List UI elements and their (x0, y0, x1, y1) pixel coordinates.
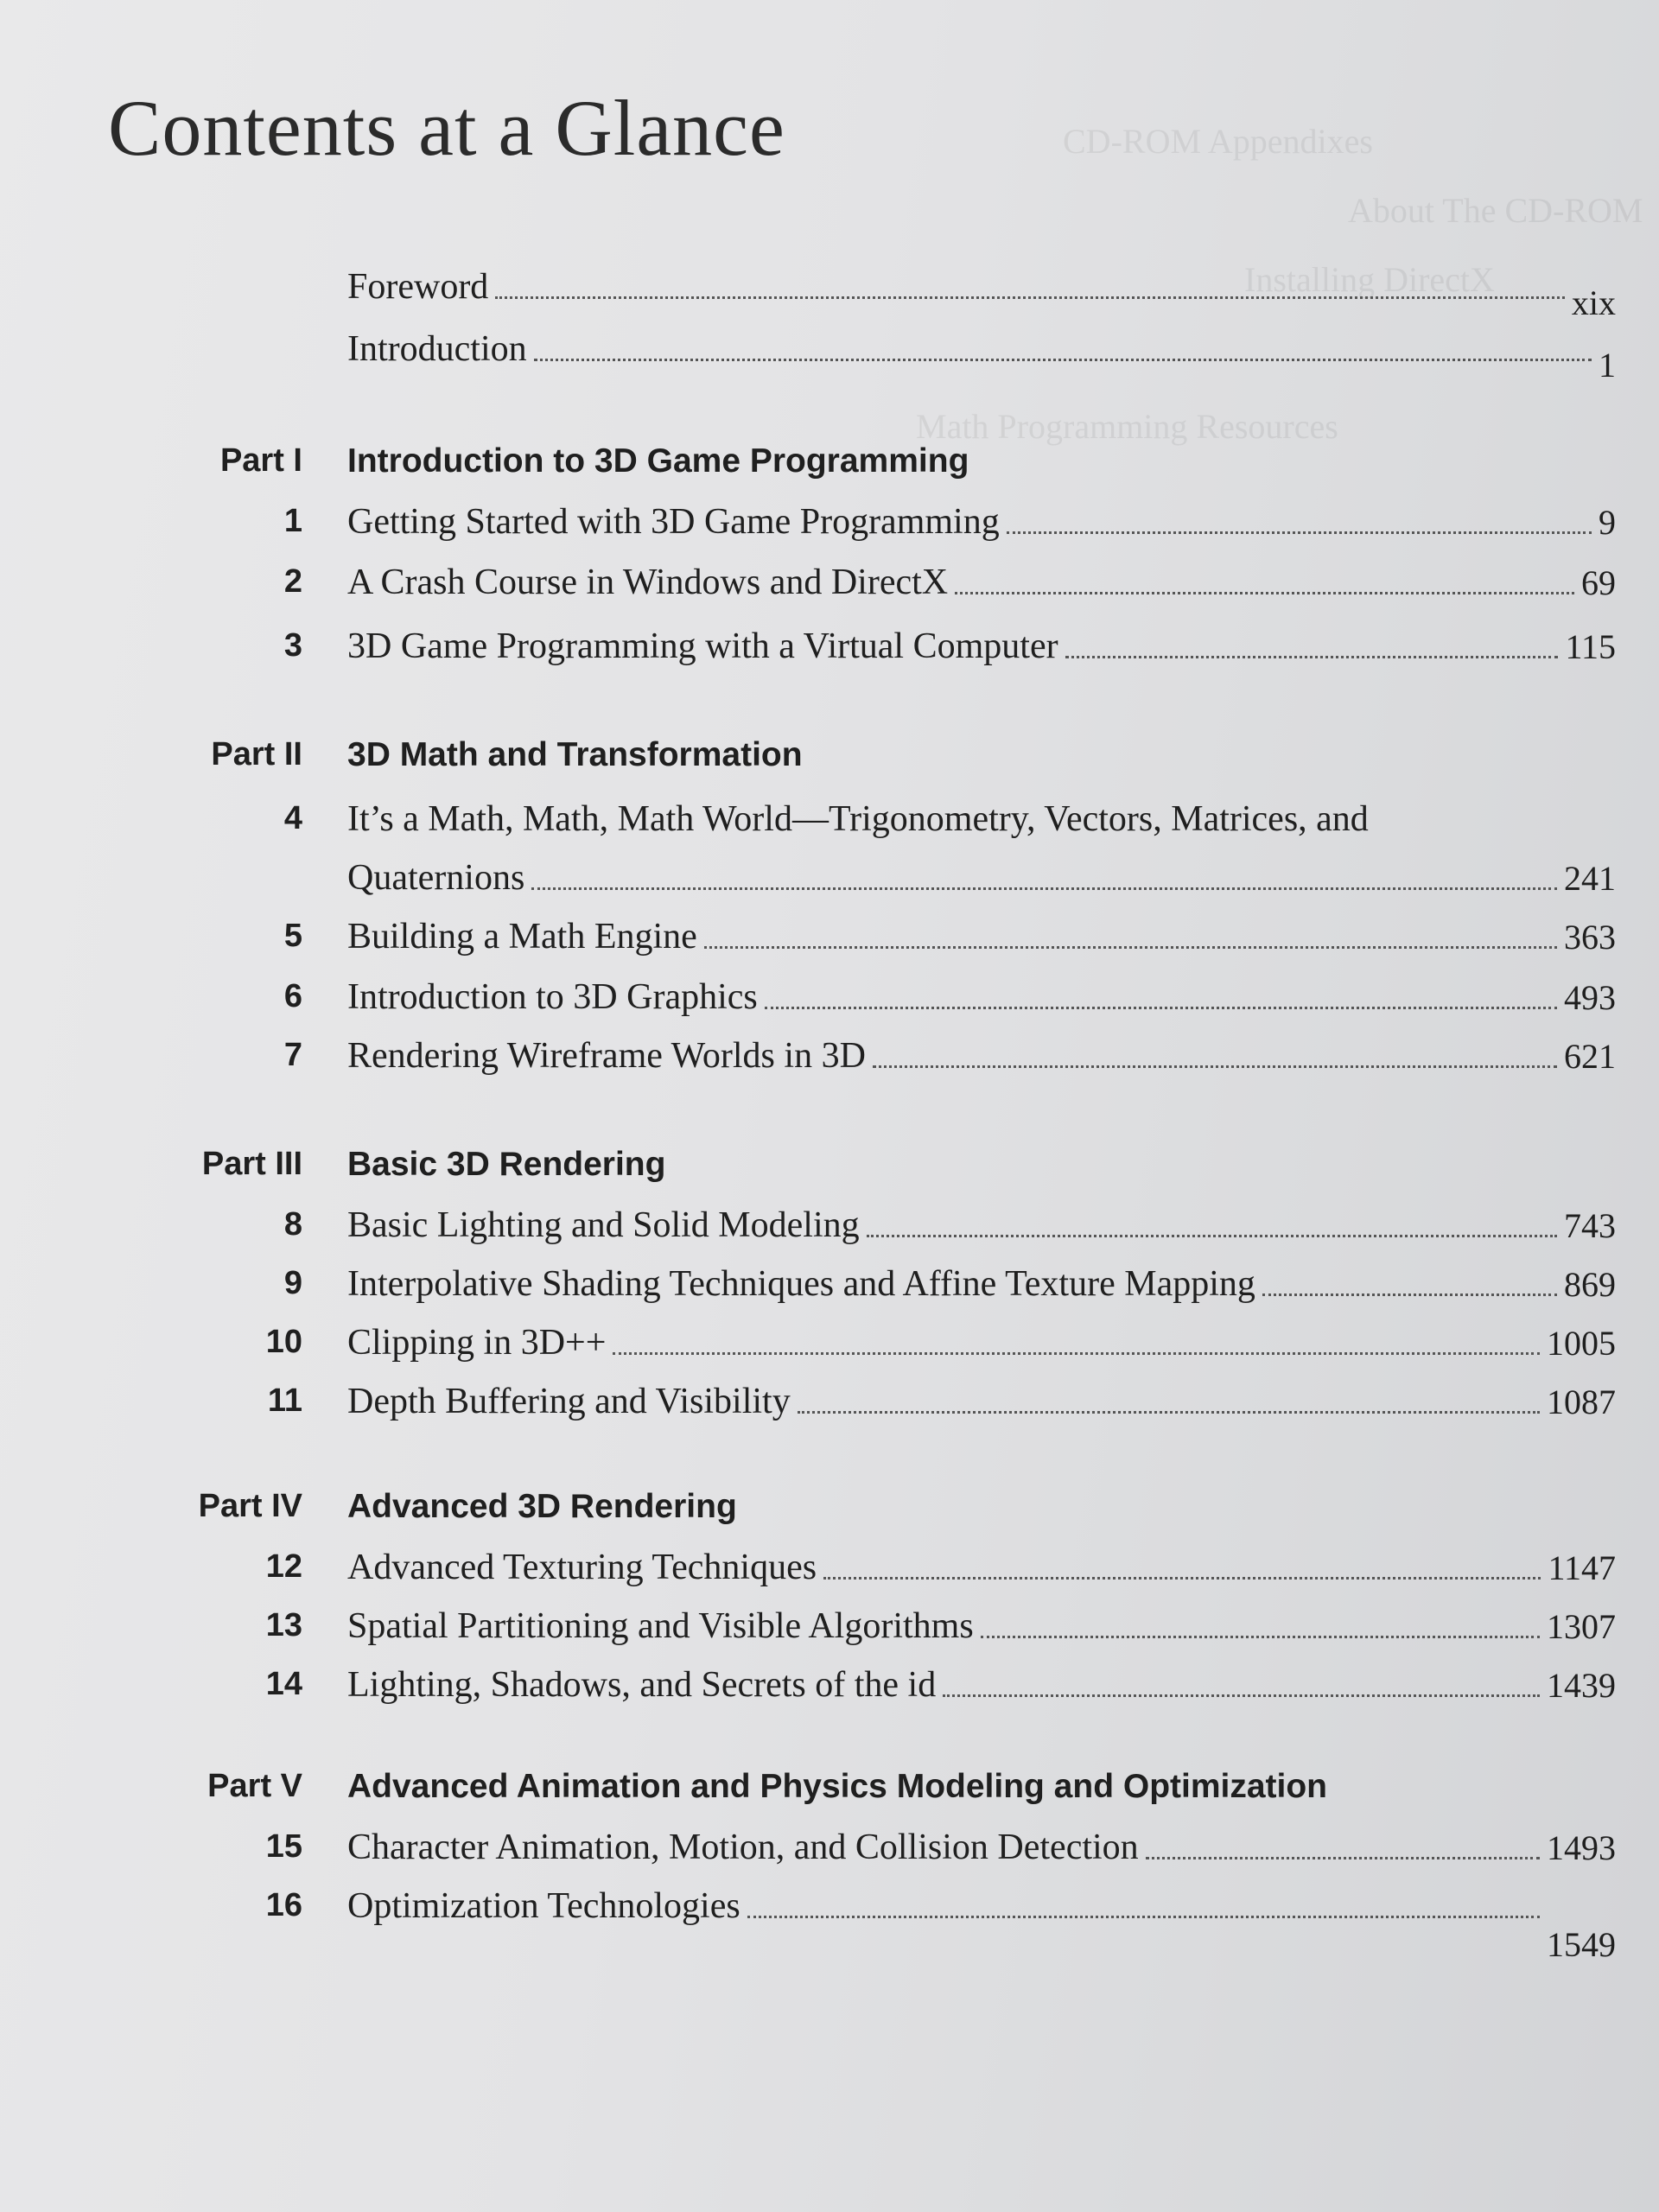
toc-entry-chapter (347, 626, 1616, 667)
toc-entry-chapter (347, 1205, 1616, 1246)
entry-title: Getting Started with 3D Game Programming (347, 502, 1000, 542)
dot-leader (823, 1577, 1541, 1580)
chapter-number: 13 (265, 1607, 302, 1643)
part-title: Introduction to 3D Game Programming (347, 442, 969, 480)
chapter-number: 11 (267, 1382, 302, 1419)
entry-title: Introduction (347, 329, 527, 369)
chapter-number: 14 (265, 1666, 302, 1702)
entry-title: Spatial Partitioning and Visible Algorithms (347, 1606, 974, 1646)
entry-title: It’s a Math, Math, Math World—Trigonometry, Vectors, Matrices, and (347, 799, 1369, 839)
entry-title: Interpolative Shading Techniques and Affine Texture Mapping (347, 1264, 1255, 1304)
page-number: 1005 (1547, 1324, 1616, 1363)
show-through-text: Math Programming Resources (916, 407, 1338, 446)
page-number: 1147 (1548, 1548, 1616, 1587)
toc-entry-chapter (347, 562, 1616, 603)
toc-entry-chapter (347, 916, 1616, 957)
page-number: 69 (1581, 563, 1616, 602)
part-title: Advanced Animation and Physics Modeling and Optimization (347, 1768, 1328, 1805)
page-number: 1307 (1547, 1607, 1616, 1646)
entry-title: Character Animation, Motion, and Collision Detection (347, 1827, 1139, 1867)
dot-leader (531, 887, 1557, 890)
part-title: Advanced 3D Rendering (347, 1488, 737, 1525)
part-label: Part IV (198, 1488, 302, 1524)
toc-entry-foreword (347, 266, 1616, 322)
toc-entry-chapter (347, 1885, 1616, 1964)
page-number: 1439 (1547, 1666, 1616, 1705)
chapter-number: 12 (265, 1548, 302, 1585)
chapter-number: 8 (283, 1206, 302, 1243)
entry-title: Rendering Wireframe Worlds in 3D (347, 1036, 866, 1076)
page-number: 743 (1564, 1206, 1616, 1245)
dot-leader (867, 1235, 1557, 1237)
chapter-number: 7 (283, 1037, 302, 1073)
chapter-number: 16 (265, 1887, 302, 1923)
chapter-number: 6 (283, 978, 302, 1014)
chapter-number: 5 (283, 918, 302, 954)
show-through-text: Installing DirectX (1244, 260, 1495, 299)
toc-entry-chapter (347, 1322, 1616, 1363)
entry-title: Advanced Texturing Techniques (347, 1548, 817, 1587)
dot-leader (1146, 1857, 1540, 1859)
part-label: Part III (201, 1146, 302, 1182)
toc-entry-chapter (347, 1263, 1616, 1305)
page-number: 1087 (1547, 1382, 1616, 1421)
toc-entry-chapter (347, 1827, 1616, 1868)
toc-entry-chapter (347, 1664, 1616, 1706)
entry-title: Building a Math Engine (347, 917, 697, 957)
page-number: 869 (1564, 1265, 1616, 1304)
entry-title: 3D Game Programming with a Virtual Computer (347, 626, 1058, 666)
page-number: xix (1571, 283, 1616, 322)
toc-entry-chapter-continued (347, 857, 1616, 899)
dot-leader (873, 1065, 1557, 1068)
toc-entry-chapter (347, 1547, 1616, 1588)
toc-entry-introduction (347, 328, 1616, 385)
dot-leader (981, 1636, 1540, 1638)
show-through-text: About The CD-ROM (1348, 191, 1643, 230)
toc-entry-chapter (347, 798, 1616, 840)
chapter-number: 2 (283, 563, 302, 600)
chapter-number: 1 (283, 503, 302, 539)
show-through-text: CD-ROM Appendixes (1063, 122, 1373, 161)
entry-title-continued: Quaternions (347, 858, 525, 898)
chapter-number: 15 (265, 1828, 302, 1865)
page-number: 1 (1599, 346, 1616, 385)
dot-leader (747, 1916, 1540, 1918)
toc-entry-chapter (347, 1605, 1616, 1647)
dot-leader (1262, 1294, 1557, 1296)
chapter-number: 9 (283, 1265, 302, 1301)
entry-title: Clipping in 3D++ (347, 1323, 607, 1363)
page-number: 363 (1564, 918, 1616, 957)
part-title: 3D Math and Transformation (347, 736, 803, 773)
part-title: Basic 3D Rendering (347, 1146, 666, 1183)
page-number: 241 (1564, 859, 1616, 898)
chapter-number: 3 (283, 627, 302, 664)
entry-title: Optimization Technologies (347, 1886, 741, 1926)
page-number: 621 (1564, 1037, 1616, 1076)
part-label: Part II (211, 736, 302, 772)
part-label: Part I (219, 442, 302, 479)
chapter-number: 4 (283, 800, 302, 836)
toc-entry-chapter (347, 1381, 1616, 1422)
toc-entry-chapter (347, 1035, 1616, 1077)
entry-title: A Crash Course in Windows and DirectX (347, 563, 949, 602)
dot-leader (534, 359, 1592, 361)
page-title: Contents at a Glance (108, 84, 785, 172)
dot-leader (1007, 531, 1592, 534)
dot-leader (704, 946, 1557, 949)
part-label: Part V (207, 1768, 302, 1804)
entry-title: Basic Lighting and Solid Modeling (347, 1205, 860, 1245)
dot-leader (765, 1007, 1557, 1009)
entry-title: Foreword (347, 267, 489, 307)
dot-leader (613, 1352, 1540, 1355)
page-number: 115 (1565, 627, 1616, 666)
chapter-number: 10 (265, 1324, 302, 1360)
page-number: 9 (1599, 503, 1616, 542)
dot-leader (943, 1694, 1540, 1697)
page-number: 1549 (1547, 1925, 1616, 1964)
dot-leader (495, 296, 1565, 299)
page-number: 1493 (1547, 1828, 1616, 1867)
dot-leader (1065, 656, 1559, 658)
entry-title: Introduction to 3D Graphics (347, 977, 758, 1017)
toc-entry-chapter (347, 976, 1616, 1018)
dot-leader (798, 1411, 1540, 1414)
entry-title: Lighting, Shadows, and Secrets of the id (347, 1665, 937, 1705)
page-number: 493 (1564, 978, 1616, 1017)
toc-entry-chapter (347, 501, 1616, 543)
dot-leader (955, 592, 1574, 594)
entry-title: Depth Buffering and Visibility (347, 1382, 791, 1421)
